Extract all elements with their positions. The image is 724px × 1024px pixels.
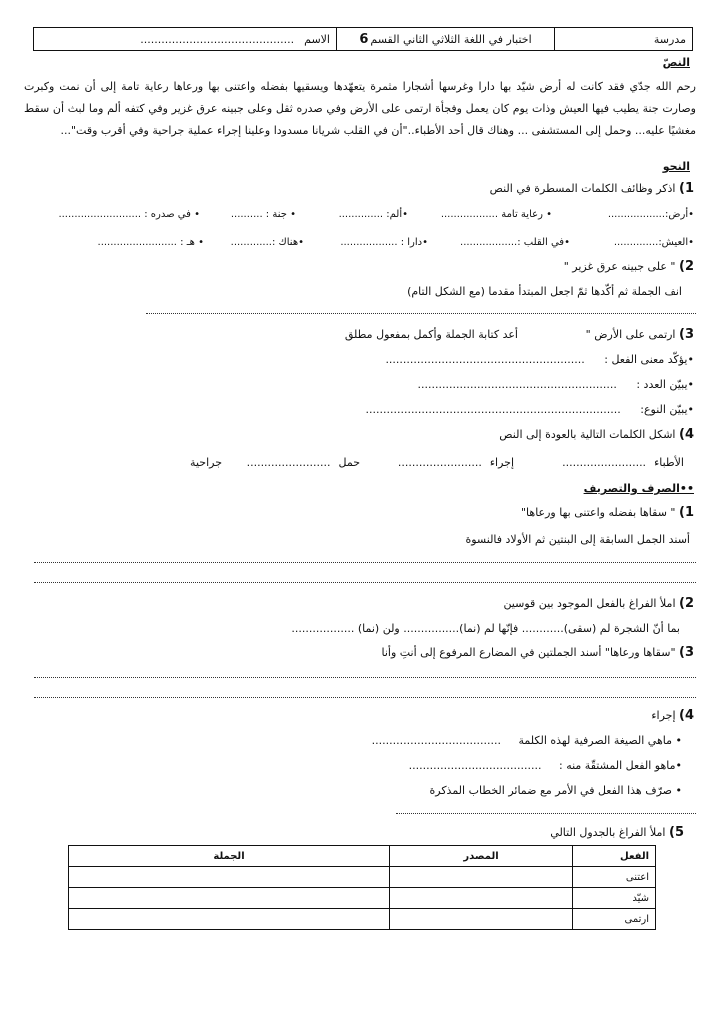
table-header-row [69, 846, 656, 867]
q-text: املأ الفراغ بالفعل الموجود بين قوسين [503, 597, 676, 610]
q-text: اذكر وظائف الكلمات المسطرة في النص [489, 182, 676, 195]
q-number: 4) [679, 708, 694, 723]
col-header-masdar: المصدر [390, 846, 573, 867]
q3-instruction: أعد كتابة الجملة وأكمل بمفعول مطلق [344, 328, 518, 341]
cell-masdar[interactable] [390, 909, 573, 930]
func-ha: • هـ : ......................... [97, 237, 204, 248]
col-header-verb: الفعل [573, 846, 656, 867]
q-number: 5) [669, 825, 684, 840]
item-label: • ماهي الصيغة الصرفية لهذه الكلمة [518, 734, 682, 747]
title-cell [336, 28, 554, 50]
func-janna: • جنة : .......... [230, 209, 296, 220]
answer-line [146, 313, 696, 314]
grammar-q1 [490, 182, 694, 196]
func-dar: •دارا : .................. [340, 237, 428, 248]
fill-table [68, 845, 656, 930]
q4-word-1 [562, 456, 684, 470]
item-label: •يبيّن العدد : [636, 378, 694, 391]
q-text: "سقاها ورعاها" أسند الجملتين في المضارع المرفوع إلى أنتِ وأنا [381, 646, 676, 659]
cell-sentence[interactable] [69, 888, 390, 909]
grammar-heading: النحو [662, 160, 690, 173]
answer-line [396, 813, 696, 814]
morphology-heading: ••الصرف والتصريف [583, 482, 694, 495]
morph-q5 [550, 826, 684, 840]
func-sadrihi: • في صدره : .......................... [58, 209, 200, 220]
cell-verb: ارتمى [573, 909, 656, 930]
name-dots: ............................................ [140, 32, 295, 46]
q4-word-3 [247, 456, 360, 470]
name-cell [34, 28, 336, 50]
q2-instruction: انف الجملة ثم أكّدها ثمّ اجعل المبتدأ مقدما (مع الشكل التام) [407, 285, 682, 298]
exam-title: اختبار في اللغة الثلاثي الثاني القسم [370, 32, 532, 46]
item-label: •ماهو الفعل المشتقّة منه : [559, 759, 682, 772]
q4-word-2 [398, 456, 514, 470]
table-row [69, 909, 656, 930]
q4-word-4 [190, 456, 222, 470]
q-text: إجراء [651, 709, 676, 722]
func-hunak: •هناك :............. [230, 237, 304, 248]
item-label: •يؤكّد معنى الفعل : [604, 353, 694, 366]
item-label: •يبيّن النوع: [640, 403, 694, 416]
school-label: مدرسة [653, 32, 686, 46]
grammar-q3 [586, 328, 694, 342]
name-label: الاسم [304, 32, 330, 46]
morph-q1 [521, 506, 694, 520]
q4-item-2 [409, 759, 682, 773]
q3-item-1 [385, 353, 694, 367]
q3-item-3 [365, 403, 694, 417]
answer-line [34, 697, 696, 698]
q-text: " على جبينه عرق غزير " [563, 260, 676, 273]
item-dots: ...................................... [408, 759, 542, 772]
item-dots: ......................................................... [385, 353, 585, 366]
func-ard: •أرض:.................. [607, 209, 694, 220]
q-text: اشكل الكلمات التالية بالعودة إلى النص [499, 428, 676, 441]
item-label: • صرّف هذا الفعل في الأمر مع ضمائر الخطاب المذكرة [429, 784, 682, 797]
cell-sentence[interactable] [69, 867, 390, 888]
word: حمل [338, 456, 360, 469]
answer-line [34, 582, 696, 583]
morph-q2-line: بما أنّ الشجرة لم (سقى)............ فإنّها لم (نما)................ ولن (نما) .................. [291, 622, 680, 635]
q-text: ارتمى على الأرض " [585, 328, 676, 341]
cell-masdar[interactable] [390, 888, 573, 909]
q4-item-1 [372, 734, 682, 748]
school-cell [554, 28, 692, 50]
table-row [69, 888, 656, 909]
morph-q1-instruction: أسند الجمل السابقة إلى البنتين ثم الأولاد فالنسوة [465, 533, 690, 546]
morph-q4 [651, 709, 694, 723]
exam-header [33, 27, 693, 51]
morph-q2 [503, 597, 694, 611]
word: الأطباء [654, 456, 684, 469]
table-row [69, 867, 656, 888]
func-riaya: • رعاية تامة .................. [440, 209, 552, 220]
cell-verb: اعتنى [573, 867, 656, 888]
q-number: 3) [679, 327, 694, 342]
q-text: " سقاها بفضله واعتنى بها ورعاها" [520, 506, 676, 519]
word-dots: ........................ [246, 456, 331, 469]
q-number: 2) [679, 596, 694, 611]
grammar-q2 [564, 260, 694, 274]
word: جراحية [190, 456, 222, 469]
morph-q3 [381, 646, 694, 660]
passage-text: رحم الله جدّي فقد كانت له أرض شيّد بها دارا وغرسها أشجارا مثمرة يتعهّدها ويسقيها بفضله واعتنى بها ورعاها رعاية تامة إلى أن نمت وكبرت وصارت جنة يطيب فيها العيش وذات يوم كان يعمل وفجأة ارتمى على الأرض وفي صدره ثقل وعلى جبينه عرق غزير وفي كتفه ألم وما لبث أن سقط مغشيًا عليه... وحمل إلى المستشفى ... وهناك قال أحد الأطباء.."أن في القلب شريانا مسدودا وعلينا إجراء عملية جراحية وفي أقرب وقت"... [24, 80, 696, 137]
func-aish: •العيش:.............. [613, 237, 694, 248]
passage-heading: النصّ [662, 56, 690, 69]
item-dots: ......................................................................... [365, 403, 621, 416]
answer-line [34, 562, 696, 563]
q4-item-3 [429, 784, 682, 798]
q-text: املأ الفراغ بالجدول التالي [550, 826, 666, 839]
q-number: 1) [679, 181, 694, 196]
cell-masdar[interactable] [390, 867, 573, 888]
q-number: 1) [679, 505, 694, 520]
word: إجراء [489, 456, 514, 469]
class-number: 6 [359, 31, 369, 47]
item-dots: ......................................................... [417, 378, 617, 391]
word-dots: ........................ [562, 456, 647, 469]
grammar-q4 [499, 428, 694, 442]
q-number: 2) [679, 259, 694, 274]
col-header-sentence: الجملة [69, 846, 390, 867]
q3-item-2 [418, 378, 694, 392]
cell-verb: شيّد [573, 888, 656, 909]
q-number: 4) [679, 427, 694, 442]
word-dots: ........................ [397, 456, 482, 469]
func-qalb: •في القلب :.................. [460, 237, 570, 248]
q-number: 3) [679, 645, 694, 660]
func-alam: •ألم: .............. [338, 209, 408, 220]
cell-sentence[interactable] [69, 909, 390, 930]
item-dots: ..................................... [371, 734, 501, 747]
answer-line [34, 677, 696, 678]
